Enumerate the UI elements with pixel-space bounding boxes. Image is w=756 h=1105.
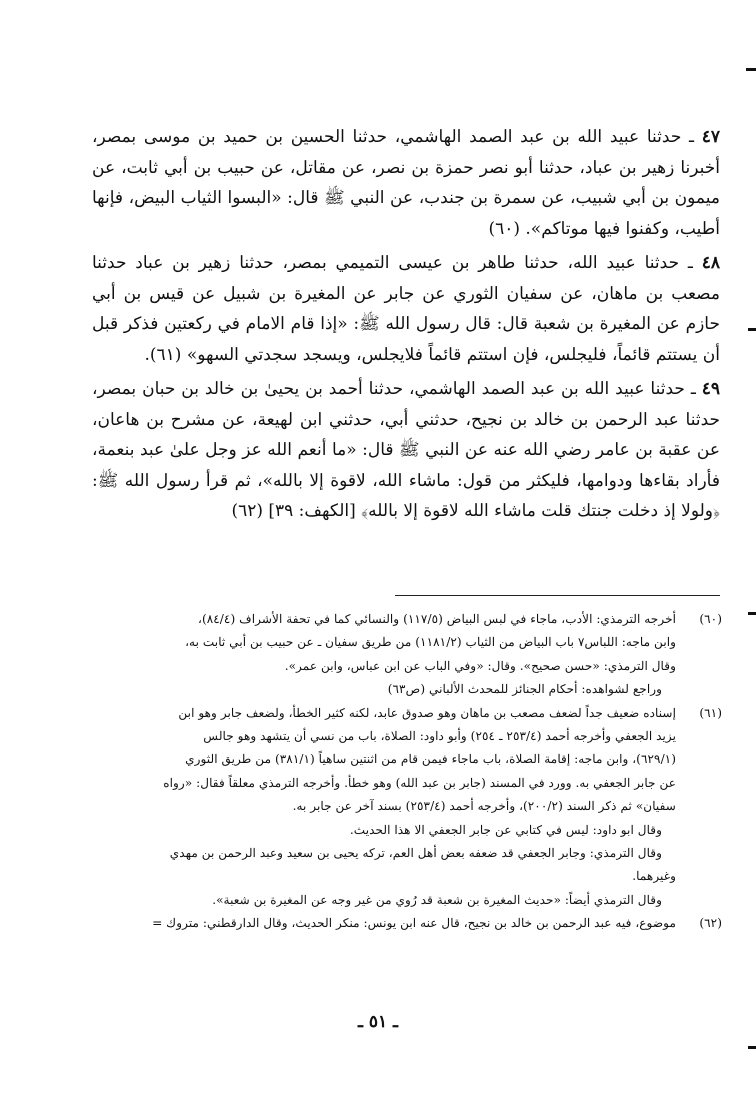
footnote-body [70,912,676,935]
footnote-line: وراجع لشواهده: أحكام الجنائز للمحدث الألباني (ص٦٣) [387,682,662,697]
footnote-line: سفيان» ثم ذكر السند (٢٠٠/٢)، وأخرجه أحمد (٢٥٣/٤) بسند آخر عن جابر به. [292,799,676,814]
footnote-line: (٦٢٩/١)، وابن ماجه: إقامة الصلاة، باب ماجاء فيمن قام من اثنتين ساهياً (٣٨١/١) من طريق الثوري [185,752,676,767]
footnote-separator [395,595,720,596]
margin-mark [748,1046,756,1049]
hadith-47 [92,122,720,244]
margin-mark [748,328,756,331]
hadith-text: ـ حدثنا عبيد الله، حدثنا طاهر بن عيسى التميمي بمصر، حدثنا زهير بن عباد حدثنا مصعب بن ماهان، عن سفيان الثوري عن جابر عن المغيرة بن شبيل عن قيس بن أبي حازم عن المغيرة بن شعبة قال: قال رسول الله ﷺ: «إذا قام الامام في ركعتين فذكر قبل أن يستتم قائماً، فليجلس، فإن استتم قائماً فلايجلس، ويسجد سجدتي السهو» (٦١). [92,253,720,365]
footnote-line: وقال ابو داود: ليس في كتابي عن جابر الجعفي الا هذا الحديث. [349,822,662,837]
footnote-number: (٦١) [699,705,722,720]
footnote-line: إسناده ضعيف جداً لضعف مصعب بن ماهان وهو صدوق عابد، لكنه كثير الخطأ، ولضعف جابر وهو ابن [178,705,676,720]
footnote-62 [70,912,722,935]
hadith-text: ـ حدثنا عبيد الله بن عبد الصمد الهاشمي، حدثنا الحسين بن حميد بن موسى بمصر، أخبرنا زهير بن عباد، حدثنا أبو نصر حمزة بن نصر، عن مقاتل، عن حبيب بن أبي ثابت، عن ميمون بن أبي شبيب، عن سمرة بن جندب، عن النبي ﷺ قال: «البسوا الثياب البيض، فإنها أطيب، وكفنوا فيها موتاكم». (٦٠) [92,127,720,239]
margin-mark [746,68,756,71]
footnote-body [70,608,676,702]
footnote-line: وابن ماجه: اللباس٧ باب البياض من الثياب (١١٨١/٢) من طريق سفيان ـ عن حبيب بن أبي ثابت به، [185,635,676,650]
hadith-48 [92,248,720,370]
footnote-line: وقال الترمذي أيضاً: «حديث المغيرة بن شعبة قد رُوي من غير وجه عن المغيرة بن شعبة». [212,892,662,907]
footnote-line: موضوع، فيه عبد الرحمن بن خالد بن نجيح، قال عنه ابن يونس: منكر الحديث، وقال الدارقطني: متروك = [152,916,676,931]
footnote-body [70,702,676,913]
footnote-line: عن جابر الجعفي به. وورد في المسند (جابر بن عبد الله) وهو خطأ. وأخرجه الترمذي معلقاً فقال: «رواه [163,775,676,790]
footnote-line: وقال الترمذي: «حسن صحيح». وقال: «وفي الباب عن ابن عباس، وابن عمر». [284,658,676,673]
footnote-line: أخرجه الترمذي: الأدب، ماجاء في لبس البياض (١١٧/٥) والنسائي كما في تحفة الأشراف (٨٤/٤)، [198,612,676,626]
margin-mark [748,612,756,615]
footnotes [70,608,722,936]
footnote-line: وغيرهما. [632,869,676,884]
page-number: ـ ٥١ ـ [357,1012,399,1032]
footnote-line: وقال الترمذي: وجابر الجعفي قد ضعفه بعض أهل العم، تركه يحيى بن سعيد وعبد الرحمن بن مهدي [169,846,662,861]
hadith-number: ٤٩ [701,379,720,399]
footnote-61 [70,702,722,913]
hadith-number: ٤٧ [701,127,720,147]
main-text [92,122,720,531]
footnote-number: (٦٢) [699,916,722,931]
hadith-49 [92,374,720,527]
hadith-text: ـ حدثنا عبيد الله بن عبد الصمد الهاشمي، حدثنا أحمد بن يحيىٰ بن خالد بن حبان بمصر، حدثنا عبد الرحمن بن خالد بن نجيح، حدثني أبي، حدثني ابن لهيعة، عن مشرح بن هاعان، عن عقبة بن عامر رضي الله عنه عن النبي ﷺ قال: «ما أنعم الله عز وجل علىٰ عبد بنعمة، فأراد بقاءها ودوامها، فليكثر من قول: ماشاء الله، لاقوة إلا بالله»، ثم قرأ رسول الله ﷺ: ﴿ولولا إذ دخلت جنتك قلت ماشاء الله لاقوة إلا بالله﴾ [الكهف: ٣٩] (٦٢) [92,379,720,521]
footnote-60 [70,608,722,702]
footnote-number: (٦٠) [699,612,722,626]
footnote-line: يزيد الجعفي وأخرجه أحمد (٢٥٣/٤ ـ ٢٥٤) وأبو داود: الصلاة، باب من نسي أن يتشهد وهو جالس [203,729,676,744]
hadith-number: ٤٨ [701,253,721,273]
